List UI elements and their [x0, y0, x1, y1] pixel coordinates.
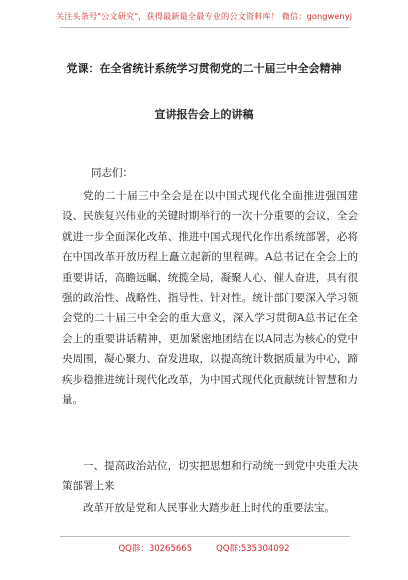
body-paragraph-1: 党的二十届三中全会是在以中国式现代化全面推进强国建设、民族复兴伟业的关键时期举行的一次十分重要的会议，全会就进一步全面深化改革、推进中国式现代化作出系统部署，必将在中国改革开放历程上矗立起新的里程碑。A总书记在全会上的重要讲话，高瞻远瞩、统揽全局，凝聚人心、催人奋进，具有很强的政治性、战略性、指导性、针对性。统计部门要深入学习领会党的二十届三中全会的重大意义，深入学习贯彻A总书记在全会上的重要讲话精神，更加紧密地团结在以A同志为核心的党中央周围，凝心聚力、奋发进取，以提高统计数据质量为中心，蹄疾步稳推进统计现代化改革，为中国式现代化贡献统计智慧和力量。	[62, 190, 358, 407]
section-1-text: 改革开放是党和人民事业大踏步赶上时代的重要法宝。	[83, 502, 335, 514]
header-banner: 关注头条号"公文研究"，获得最新最全最专业的公文资料库！ 微信：gongwenyj	[55, 11, 353, 21]
document-subtitle: 宣讲报告会上的讲稿	[154, 108, 254, 121]
footer	[0, 542, 408, 554]
footer-qq-group-1: QQ群：30265665	[118, 544, 193, 554]
footer-qq-group-2: QQ群:535304092	[216, 544, 290, 554]
header-divider	[60, 27, 350, 28]
salutation: 同志们：	[91, 167, 133, 179]
document-title: 党课：在全省统计系统学习贯彻党的二十届三中全会精神	[66, 62, 342, 75]
footer-divider	[60, 536, 350, 537]
section-1-heading: 一、提高政治站位，切实把思想和行动统一到党中央重大决策部署上来	[62, 460, 358, 493]
